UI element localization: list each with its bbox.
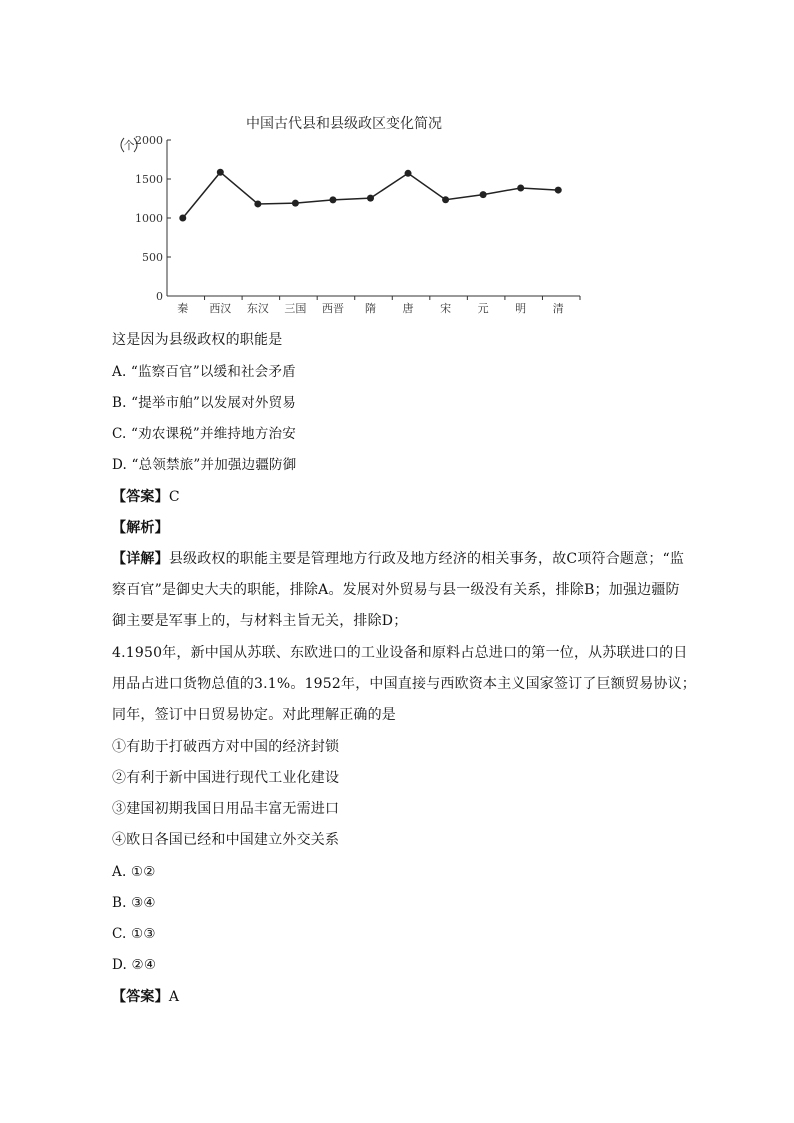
q3-detail-label: 【详解】: [112, 551, 169, 567]
q4-option-c: C. ①③: [112, 926, 156, 942]
q3-detail-line-3: 御主要是军事上的，与材料主旨无关，排除D；: [112, 613, 408, 629]
data-point-秦: [179, 215, 186, 222]
data-point-明: [517, 184, 524, 191]
x-tick-label: 清: [552, 302, 564, 315]
data-point-唐: [405, 170, 412, 177]
y-tick-label: 2000: [135, 134, 163, 147]
data-point-清: [555, 187, 562, 194]
q4-statement-3: ③建国初期我国日用品丰富无需进口: [112, 801, 340, 817]
data-point-西汉: [217, 169, 224, 176]
q3-option-d: D. “总领禁旅”并加强边疆防御: [112, 457, 297, 473]
q3-stem: 这是因为县级政权的职能是: [112, 332, 283, 348]
q3-option-c: C. “劝农课税”并维持地方治安: [112, 426, 296, 442]
county-count-line-chart: [110, 108, 590, 318]
q3-answer-label: 【答案】: [112, 489, 169, 505]
q4-statement-4: ④欧日各国已经和中国建立外交关系: [112, 832, 340, 848]
q3-option-b: B. “提举市舶”以发展对外贸易: [112, 395, 297, 411]
x-tick-label: 唐: [402, 302, 414, 315]
x-tick-label: 明: [515, 302, 527, 315]
x-tick-label: 秦: [177, 302, 189, 315]
q4-answer: [112, 987, 179, 1007]
q4-stem-line-3: 同年，签订中日贸易协定。对此理解正确的是: [112, 707, 396, 723]
y-tick-label: 1000: [135, 212, 163, 225]
q3-answer: [112, 487, 180, 507]
data-points: [179, 169, 561, 222]
data-point-东汉: [254, 200, 261, 207]
x-axis-ticks: [177, 296, 580, 315]
chart-title: 中国古代县和县级政区变化简况: [246, 116, 442, 132]
x-tick-label: 元: [477, 302, 489, 315]
q3-detail-text-1: 县级政权的职能主要是管理地方行政及地方经济的相关事务，故C项符合题意；“监: [168, 551, 685, 567]
data-point-西晋: [329, 196, 336, 203]
x-tick-label: 三国: [284, 302, 307, 315]
data-point-元: [480, 191, 487, 198]
q4-statement-1: ①有助于打破西方对中国的经济封锁: [112, 739, 340, 755]
q3-detail-line-2: 察百官”是御史大夫的职能，排除A。发展对外贸易与县一级没有关系，排除B；加强边疆防: [112, 582, 680, 598]
q4-statement-2: ②有利于新中国进行现代工业化建设: [112, 770, 340, 786]
x-tick-label: 西晋: [321, 302, 344, 315]
q4-stem-line-2: 用品占进口货物总值的3.1%。1952年，中国直接与西欧资本主义国家签订了巨额贸易协议；: [112, 676, 696, 692]
q4-answer-value: A: [168, 989, 180, 1005]
data-point-三国: [292, 200, 299, 207]
q4-option-b: B. ③④: [112, 895, 156, 911]
q3-analysis-label: 【解析】: [112, 520, 169, 536]
q3-detail-line-1: [112, 549, 684, 569]
x-tick-label: 隋: [365, 302, 376, 315]
q4-option-a: A. ①②: [112, 864, 156, 880]
y-tick-label: 1500: [135, 173, 163, 186]
q3-option-a: A. “监察百官”以缓和社会矛盾: [112, 364, 296, 380]
y-tick-label: 0: [156, 290, 163, 303]
y-axis-unit-label: 个: [123, 139, 135, 152]
q4-stem-line-1: 4.1950年，新中国从苏联、东欧进口的工业设备和原料占总进口的第一位，从苏联进口的日: [112, 645, 688, 661]
q3-answer-value: C: [168, 489, 180, 505]
x-tick-label: 西汉: [209, 302, 232, 315]
q4-answer-label: 【答案】: [112, 989, 169, 1005]
x-tick-label: 东汉: [246, 302, 269, 315]
y-tick-label: 500: [142, 251, 163, 264]
data-point-隋: [367, 195, 374, 202]
y-axis-ticks: [135, 134, 171, 303]
x-tick-label: 宋: [440, 302, 452, 315]
q4-option-d: D. ②④: [112, 957, 157, 973]
data-point-宋: [442, 196, 449, 203]
